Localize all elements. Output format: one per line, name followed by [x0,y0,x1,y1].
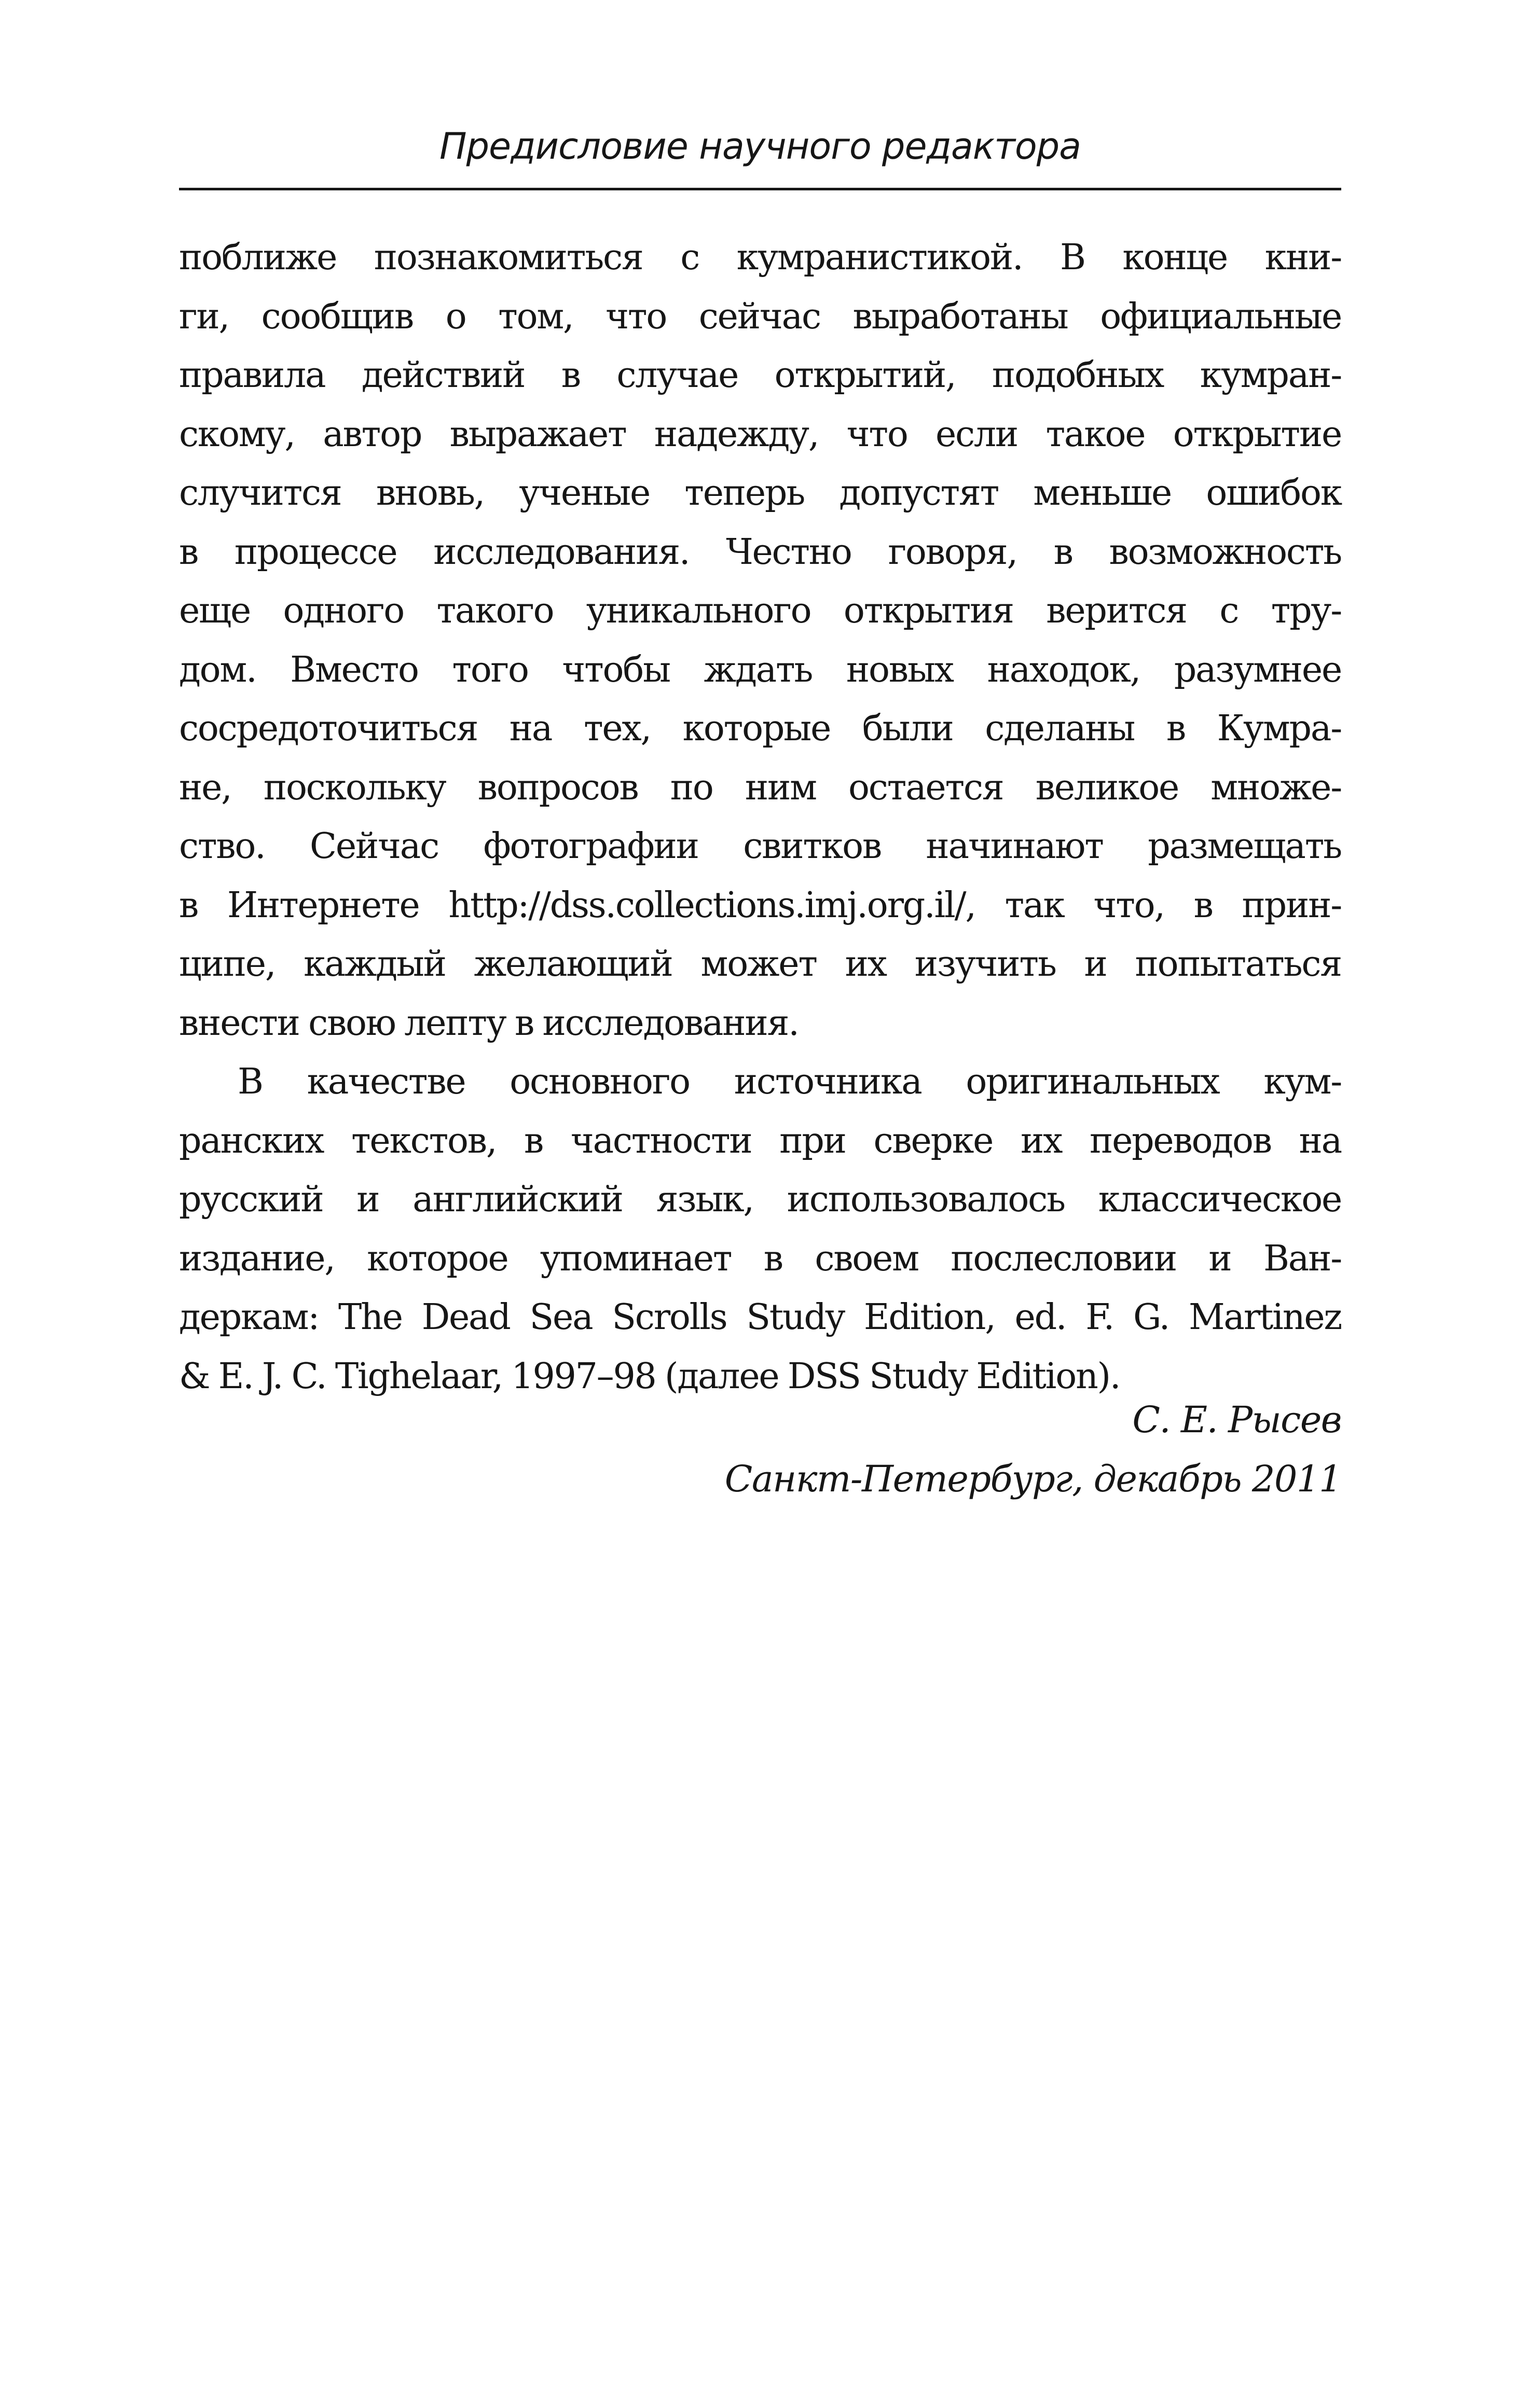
text-line: & E. J. C. Tighelaar, 1997–98 (далее DSS Study Edition). [179,1355,1120,1397]
text-line: случится вновь, ученые теперь допустят меньше ошибок [179,473,1341,514]
signature-place-date: Санкт-Петербург, декабрь 2011 [724,1458,1341,1500]
text-line: издание, которое упоминает в своем послесловии и Ван- [179,1238,1341,1279]
text-line: В качестве основного источника оригинальных кум- [238,1061,1341,1102]
text-line: сосредоточиться на тех, которые были сделаны в Кумра- [179,708,1341,749]
text-line: дом. Вместо того чтобы ждать новых находок, разумнее [179,649,1341,690]
text-line: русский и английский язык, использовалось классическое [179,1179,1341,1220]
paragraph-2 [179,1053,1341,1406]
main-text [179,228,1341,1406]
running-head-title: Предисловие научного редактора [439,125,1081,168]
text-line: в процессе исследования. Честно говоря, в возможность [179,531,1341,573]
signature-block [179,1390,1341,1509]
text-line: ранских текстов, в частности при сверке их переводов на [179,1120,1341,1161]
text-line: скому, автор выражает надежду, что если такое открытие [179,413,1341,455]
paragraph-1 [179,228,1341,1053]
text-line: еще одного такого уникального открытия верится с тру- [179,590,1341,631]
text-line: ги, сообщив о том, что сейчас выработаны официальные [179,296,1341,337]
text-line: ство. Сейчас фотографии свитков начинают размещать [179,826,1341,867]
text-line: деркам: The Dead Sea Scrolls Study Edition, ed. F. G. Martinez [179,1297,1341,1338]
text-line: в Интернете http://dss.collections.imj.org.il/, так что, в прин- [179,884,1341,926]
header-rule [179,188,1341,190]
text-line: ципе, каждый желающий может их изучить и попытаться [179,944,1341,985]
text-line: внести свою лепту в исследования. [179,1002,799,1044]
text-line: не, поскольку вопросов по ним остается великое множе- [179,767,1341,808]
signature-author: С. Е. Рысев [1132,1399,1341,1441]
text-line: правила действий в случае открытий, подобных кумран- [179,355,1341,396]
text-line: поближе познакомиться с кумранистикой. В конце кни- [179,237,1341,278]
